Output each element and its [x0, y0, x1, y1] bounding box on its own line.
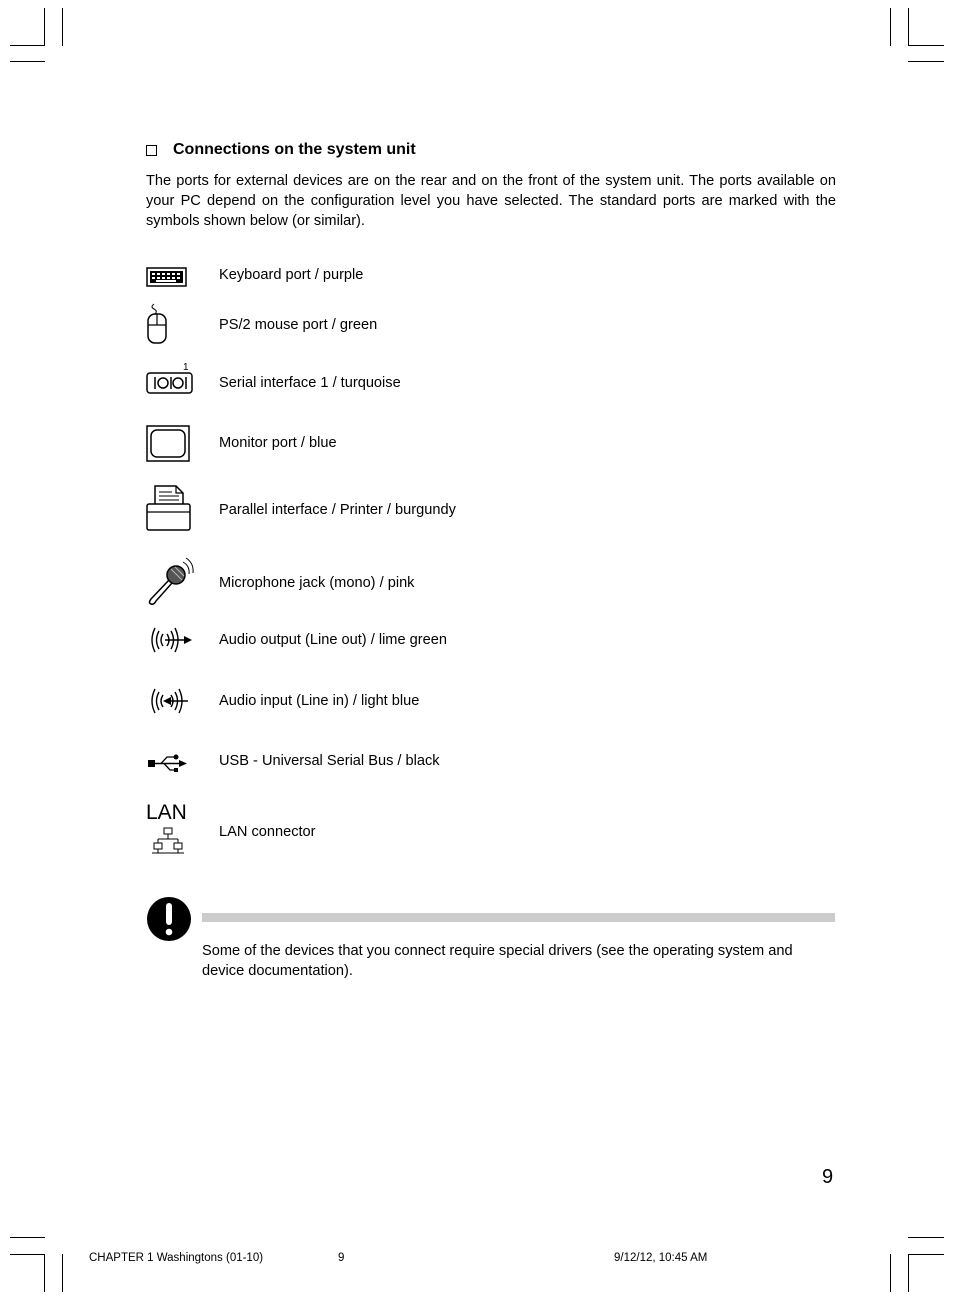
- usb-icon: [146, 750, 190, 778]
- port-label: Audio input (Line in) / light blue: [219, 693, 420, 709]
- network-icon: [151, 827, 185, 857]
- footer-chapter: CHAPTER 1 Washingtons (01-10): [89, 1252, 264, 1264]
- checkbox-bullet-icon: [146, 145, 157, 156]
- port-label: Audio output (Line out) / lime green: [219, 632, 447, 648]
- port-label: USB - Universal Serial Bus / black: [219, 753, 440, 769]
- monitor-icon: [146, 424, 192, 464]
- footer-page: 9: [338, 1252, 345, 1264]
- port-item-microphone: [146, 555, 846, 615]
- port-item-monitor: [146, 424, 846, 484]
- port-item-mouse: [146, 302, 846, 362]
- port-item-lan: [146, 800, 846, 860]
- port-item-audio-out: [146, 622, 846, 682]
- mouse-icon: [146, 302, 170, 346]
- microphone-icon: [146, 555, 196, 607]
- footer-timestamp: 9/12/12, 10:45 AM: [614, 1252, 708, 1264]
- exclamation-icon: [146, 896, 192, 942]
- intro-paragraph: The ports for external devices are on the rear and on the front of the system unit. The ports available on your PC depend on the configuration level you have selected. The standard ports are marked with the symbols shown below (or similar).: [146, 173, 836, 229]
- port-item-audio-in: [146, 683, 846, 743]
- section-heading: [146, 141, 416, 159]
- port-item-serial: [146, 362, 846, 422]
- port-label: Microphone jack (mono) / pink: [219, 575, 415, 591]
- printer-icon: [146, 484, 192, 534]
- port-label: PS/2 mouse port / green: [219, 317, 378, 333]
- page-number: 9: [822, 1166, 834, 1188]
- lan-icon-text: LAN: [146, 801, 187, 824]
- lan-icon: [146, 800, 192, 860]
- port-label: Parallel interface / Printer / burgundy: [219, 502, 456, 518]
- port-label: Keyboard port / purple: [219, 267, 364, 283]
- section-title: Connections on the system unit: [173, 141, 416, 158]
- note-text: Some of the devices that you connect require special drivers (see the operating system and device documentation).: [202, 943, 793, 979]
- serial-port-number: 1: [183, 362, 189, 373]
- port-label: Monitor port / blue: [219, 435, 337, 451]
- port-item-printer: [146, 484, 846, 544]
- port-label: LAN connector: [219, 824, 316, 840]
- audio-in-icon: [146, 683, 194, 719]
- port-label: Serial interface 1 / turquoise: [219, 375, 401, 391]
- audio-out-icon: [146, 622, 194, 658]
- note-divider: [202, 913, 835, 922]
- keyboard-icon: [146, 262, 188, 288]
